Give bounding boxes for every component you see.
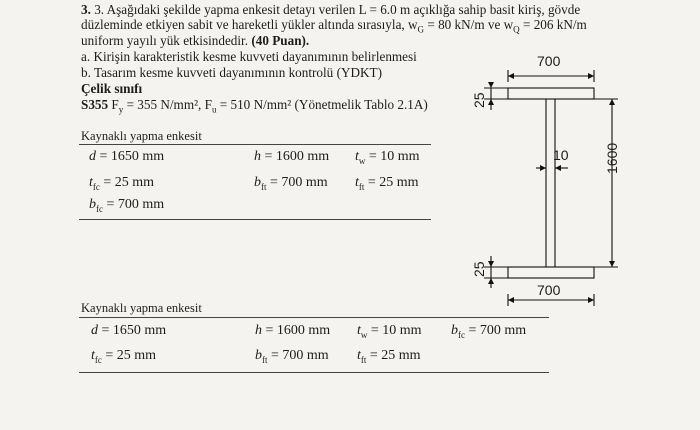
top-width-label: 700 bbox=[537, 53, 561, 69]
bottom-flange-label: 25 bbox=[471, 261, 487, 277]
question-line-1: 3. 3. Aşağıdaki şekilde yapma enkesit detayı verilen L = 6.0 m açıklığa sahip basit kiriş, gövde bbox=[81, 2, 581, 17]
bottom-width-label: 700 bbox=[537, 282, 561, 298]
question-text: 3. Aşağıdaki şekilde yapma enkesit detayı verilen L = 6.0 m açıklığa sahip basit kiriş, gövde bbox=[94, 2, 581, 17]
table1-cell: h = 1600 mm bbox=[254, 149, 330, 164]
table2-bottom-rule bbox=[79, 372, 549, 373]
table2-cell: $t_{ft} = 25$ mm bbox=[357, 348, 421, 365]
table1-cell: $t_{fc} = 25$ mm bbox=[89, 175, 155, 192]
table1-cell: $b_{ft} = 700$ mm bbox=[254, 175, 328, 192]
web-thickness-label: 10 bbox=[553, 147, 569, 163]
table1-cell: $t_w = 10$ mm bbox=[355, 149, 420, 166]
item-b: b. Tasarım kesme kuvveti dayanımının kontrolü (YDKT) bbox=[81, 65, 382, 80]
table2-cell: h = 1600 mm bbox=[255, 323, 331, 338]
table2-title: Kaynaklı yapma enkesit bbox=[81, 301, 202, 315]
table2-cell: $b_{fc} = 700$ mm bbox=[451, 323, 527, 340]
table1-bottom-rule bbox=[79, 219, 431, 220]
steel-grade: S355 bbox=[81, 97, 109, 112]
item-a: a. Kirişin karakteristik kesme kuvveti dayanımının belirlenmesi bbox=[81, 49, 417, 64]
table2-cell: d = 1650 mm bbox=[91, 323, 167, 338]
table1-cell: d = 1650 mm bbox=[89, 149, 165, 164]
table1-cell: $b_{fc} = 700$ mm bbox=[89, 197, 165, 214]
points-label: (40 Puan). bbox=[251, 33, 310, 48]
steel-heading: Çelik sınıfı bbox=[81, 81, 143, 96]
question-line-3: uniform yayılı yük etkisindedir. (40 Puan). bbox=[81, 33, 310, 48]
table2-top-rule bbox=[79, 317, 549, 318]
table1-cell: $t_{ft} = 25$ mm bbox=[355, 175, 419, 192]
question-line-2: düzleminde etkiyen sabit ve hareketli yükler altında sırasıyla, $w_G = 80$ kN/m ve $w_Q = 206$ kN/m bbox=[81, 17, 587, 35]
height-label: 1600 bbox=[604, 142, 620, 174]
table2-cell: $t_w = 10$ mm bbox=[357, 323, 422, 340]
top-flange-label: 25 bbox=[471, 92, 487, 108]
steel-line: S355 $F_y = 355$ N/mm², $F_u = 510$ N/mm² (Yönetmelik Tablo 2.1A) bbox=[81, 97, 428, 115]
table2-cell: $t_{fc} = 25$ mm bbox=[91, 348, 157, 365]
table1-top-rule bbox=[79, 144, 431, 145]
table2-cell: $b_{ft} = 700$ mm bbox=[255, 348, 329, 365]
table1-title: Kaynaklı yapma enkesit bbox=[81, 129, 202, 143]
